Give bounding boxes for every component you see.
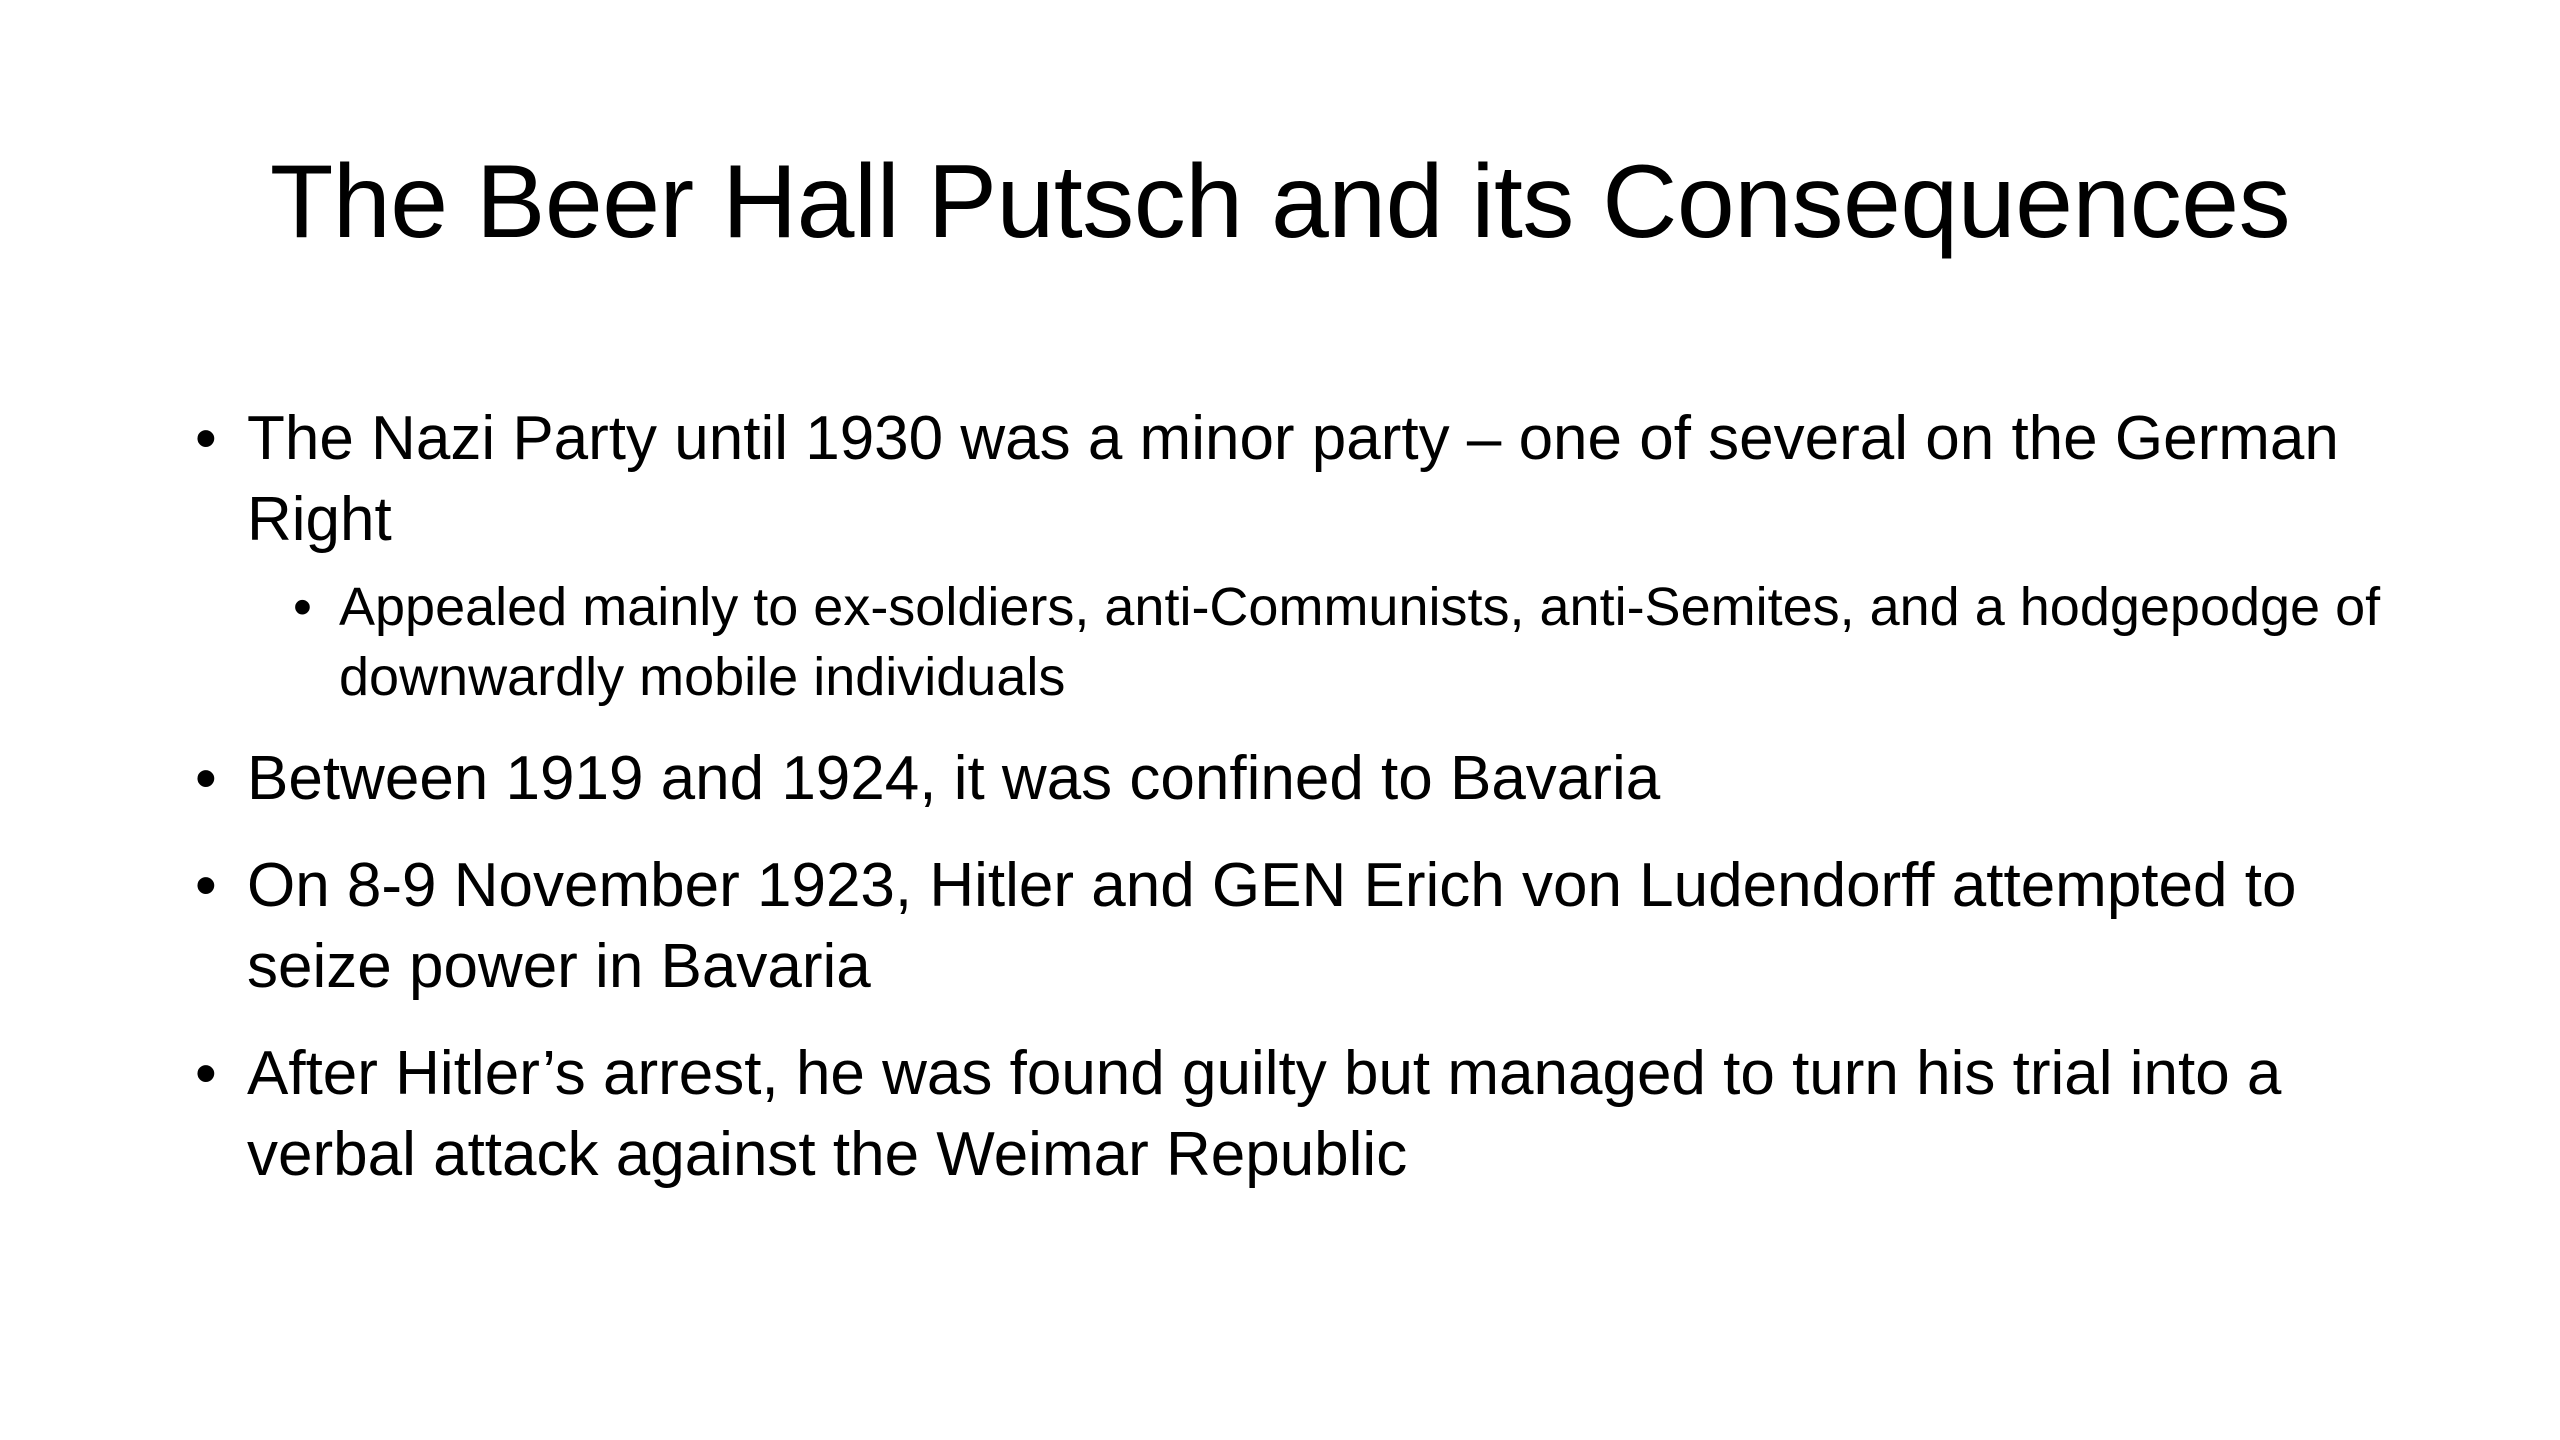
bullet-text: The Nazi Party until 1930 was a minor party – one of several on the German Right (247, 404, 2339, 554)
bullet-text: After Hitler’s arrest, he was found guilty but managed to turn his trial into a verbal attack against the Weimar Republic (247, 1039, 2282, 1189)
bullet-text: Between 1919 and 1924, it was confined to Bavaria (247, 744, 1661, 813)
bullet-item (195, 1033, 2435, 1195)
bullet-item (195, 738, 2435, 819)
sub-bullet-list (247, 572, 2435, 712)
slide-title: The Beer Hall Putsch and its Consequences (269, 144, 2291, 260)
bullet-list (195, 398, 2435, 1221)
sub-bullet-item (293, 572, 2435, 712)
sub-bullet-text: Appealed mainly to ex-soldiers, anti-Communists, anti-Semites, and a hodgepodge of downwardly mobile individuals (339, 577, 2381, 707)
bullet-item (195, 398, 2435, 712)
bullet-text: On 8-9 November 1923, Hitler and GEN Erich von Ludendorff attempted to seize power in Bavaria (247, 851, 2297, 1001)
bullet-item (195, 845, 2435, 1007)
